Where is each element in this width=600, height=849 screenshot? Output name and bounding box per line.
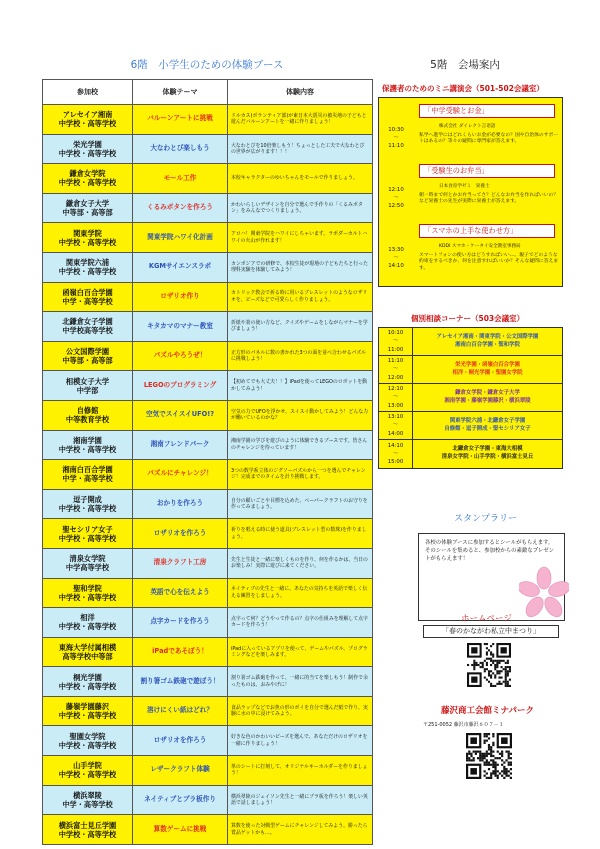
experience-theme: パズルにチャレンジ！ — [133, 460, 228, 490]
consultation-schools: 鎌倉女学院・鎌倉女子大学 湘南学園・藤嶺学園藤沢・横浜翠陵 — [444, 389, 531, 404]
school-name: 函嶺白百合学園 中学・高等学校 — [43, 282, 133, 312]
experience-theme: ロザリオ作り — [133, 282, 228, 312]
experience-content: アロハ！関東学院をハワイにしちゃいます。ラポダーカルトハワイの火山が作れます！ — [228, 223, 373, 253]
stamp-rally-title: スタンプラリー — [454, 514, 518, 524]
experience-theme: 割り箸ゴム鉄砲で遊ぼう！ — [133, 667, 228, 697]
experience-content: 先生と生徒と一緒に楽しくものを作り、何を作るかは、当日のお楽しみ！実際に遊びに来てください。 — [228, 548, 373, 578]
table-row — [43, 519, 373, 549]
school-name: 横浜富士見丘学園 中学校・高等学校 — [43, 815, 133, 845]
table-row — [43, 341, 373, 371]
school-name: 公文国際学園 中等部・高等部 — [43, 341, 133, 371]
experience-theme: ロザリオを作ろう — [133, 726, 228, 756]
school-name: 相模女子大学 中学部 — [43, 371, 133, 401]
experience-content: 大なわとびを10倍楽しもう！ちょっとした工夫で大なわとびの世界が広がります！！！ — [228, 134, 373, 164]
seminar-title-box: 「中学受験とお金」 — [419, 104, 555, 118]
experience-content: 点字って何？どうやって作るの？点字の仕組みを理解して点字カードを作ろう！ — [228, 608, 373, 638]
consultation-panel — [378, 327, 563, 469]
stamp-rally-box — [418, 533, 565, 621]
experience-theme: パズルやろうぜ！ — [133, 341, 228, 371]
seminar-speaker: 日本食育学ゼミ 栄養士 — [439, 184, 490, 189]
seminar-speaker: KDDI スマホ・ケータイ安全教室事務局 — [439, 244, 521, 249]
school-name: 湘南学園 中学校・高等学校 — [43, 430, 133, 460]
table-row — [43, 105, 373, 135]
experience-content: 自分の願いごとや目標を込めた、ペーパークラフトのお守りを作ってみましょう。 — [228, 489, 373, 519]
table-row — [43, 489, 373, 519]
consultation-schools: 関東学院六浦・北鎌倉女子学園 自修館・逗子開成・聖セシリア女子 — [444, 417, 531, 432]
floor-guide-title: 5階 会場案内 — [430, 59, 500, 71]
school-name: 湘南白百合学園 中学・高等学校 — [43, 460, 133, 490]
experience-content: 空気の力でUFOを浮かせ、スイスイ動かしてみよう！どんな力が働いているのかな？ — [228, 400, 373, 430]
table-row — [43, 548, 373, 578]
school-name: 清泉女学院 中学高等学校 — [43, 548, 133, 578]
consultation-schools: アレセイア湘南・関東学院・公文国際学園 湘南白百合学園・聖和学院 — [436, 333, 539, 348]
table-row — [43, 460, 373, 490]
page-title: 6階 小学生のための体験ブース — [130, 59, 284, 71]
seminar-time: 10:30 ～ 11:10 — [388, 127, 404, 150]
seminar-description: スマートフォンの使い方はどうすればいい…。親子でどのような約束をするべきか、何を注意すればいいか？そんな疑問に答えます。 — [419, 253, 559, 271]
experience-content: 革のシートに打刻して、オリジナルキーホルダーを作りましょう！ — [228, 756, 373, 786]
consultation-row — [379, 356, 562, 384]
experience-theme: ロザリオを作ろう — [133, 519, 228, 549]
table-row — [43, 282, 373, 312]
school-name: 聖園女学院 中学校・高等学校 — [43, 726, 133, 756]
school-name: 山手学院 中学校・高等学校 — [43, 756, 133, 786]
experience-content: 算数を使った対戦型ゲームにチャレンジしてみよう。勝ったら賞品ゲットかも…。 — [228, 815, 373, 845]
school-name: 藤嶺学園藤沢 中学校・高等学校 — [43, 696, 133, 726]
seminar-speaker: 株式会社 ダイレクト言语語 — [439, 124, 496, 129]
table-row — [43, 578, 373, 608]
header-school: 参加校 — [43, 80, 133, 105]
map-qr-code[interactable] — [466, 733, 512, 779]
school-name: 関東学院 中学校・高等学校 — [43, 223, 133, 253]
stamp-rally-text: 各校の体験ブースに参加するとシールがもらえます。そのシールを集めると、参加校からの素敵なプレゼントがもらえます！ — [425, 540, 555, 562]
experience-theme: くるみボタンを作ろう — [133, 193, 228, 223]
consultation-row — [379, 328, 562, 356]
experience-content: 正方形のパネルに数の書かれた3つの面を並べ合わせるパズルに挑戦しよう！ — [228, 341, 373, 371]
experience-theme: 空気でスイスイUFO!? — [133, 400, 228, 430]
experience-content: 折紙や箸の使い方など、クイズやゲームをしながらマナーを学びましょう！ — [228, 312, 373, 342]
table-row — [43, 667, 373, 697]
homepage-label: ホームページ — [461, 614, 512, 624]
experience-content: 3つの数学系立体のジグソーパズルから一つを選んでチャレンジ！完成までのタイムを計り挑戦します。 — [228, 460, 373, 490]
consultation-schools: 栄光学園・函嶺白百合学園 相洋・桐光学園・聖園女学院 — [452, 361, 523, 376]
consultation-title: 個別相談コーナー（503会議室） — [411, 314, 525, 323]
experience-theme: iPadであそぼう！ — [133, 637, 228, 667]
school-name: 横浜翠陵 中学・高等学校 — [43, 785, 133, 815]
experience-theme: 湘南フレンドパーク — [133, 430, 228, 460]
organizer-address: 〒251-0052 藤沢市藤沢６０７－１ — [423, 722, 504, 728]
school-name: 相洋 中学校・高等学校 — [43, 608, 133, 638]
consultation-row — [379, 440, 562, 468]
table-row — [43, 608, 373, 638]
school-name: 聖和学院 中学校・高等学校 — [43, 578, 133, 608]
consultation-time: 10:10 ～ 11:00 — [379, 328, 413, 355]
seminar-item — [379, 164, 562, 222]
header-content: 体験内容 — [228, 80, 373, 105]
table-row — [43, 193, 373, 223]
school-name: 鎌倉女子大学 中等部・高等部 — [43, 193, 133, 223]
experience-content: 好きな色のかわいいビーズを選んで、あなただけのロザリオを一緒に作りましょう！ — [228, 726, 373, 756]
seminar-description: 私学へ進学にはどれくらいお金が必要なの？国や自治体のサポートはあるの？等々の疑問に専門家が答えます。 — [419, 133, 559, 145]
consultation-row — [379, 384, 562, 412]
consultation-schools: 北鎌倉女子学園・東海大相模 清泉女学院・山手学院・横浜富士見丘 — [441, 446, 534, 460]
consultation-time: 13:10 ～ 14:00 — [379, 412, 413, 439]
header-theme: 体験テーマ — [133, 80, 228, 105]
experience-content: 祈りを唱える時に使う道具(ブレスレット型の数珠)を作りましょう。 — [228, 519, 373, 549]
consultation-time: 12:10 ～ 13:00 — [379, 384, 413, 411]
experience-content: ドルカス(ボランティア部)が東日本大震災の被災地の子どもと遊んだバルーンアートを一緒に作りましょう！ — [228, 105, 373, 135]
table-row — [43, 756, 373, 786]
consultation-time: 14:10 ～ 15:00 — [379, 440, 413, 468]
experience-theme: 溶けにくい紙はどれ？ — [133, 696, 228, 726]
experience-theme: ネイティブとプラ板作り — [133, 785, 228, 815]
table-row — [43, 637, 373, 667]
experience-theme: 清泉クラフト工房 — [133, 548, 228, 578]
experience-theme: モール工作 — [133, 164, 228, 194]
seminar-panel — [378, 97, 563, 287]
table-row — [43, 400, 373, 430]
table-row — [43, 134, 373, 164]
seminar-time: 12:10 ～ 12:50 — [388, 187, 404, 210]
experience-content: カトリック教会で祈る時に用いるブレスレットのようなロザリオを、ビーズなどで可愛らしく作りましょう。 — [228, 282, 373, 312]
experience-content: 【初めてでも大丈夫！！】iPadを使ってLEGOのロボットを動かしてみよう！ — [228, 371, 373, 401]
experience-content: カンボジアでの研修で、本校生徒が現地の子どもたちと行った理科実験を体験してみよう！ — [228, 252, 373, 282]
school-name: 桐光学園 中学校・高等学校 — [43, 667, 133, 697]
table-row — [43, 252, 373, 282]
booth-table — [42, 79, 373, 845]
experience-content: 本校キャラクターのゆいちゃんをモールで作りましょう。 — [228, 164, 373, 194]
experience-theme: おかりを作ろう — [133, 489, 228, 519]
seminar-title-box: 「受験生のお弁当」 — [419, 164, 555, 178]
experience-content: iPadに入っているアプリを使って、ゲームやパズル、プログラミングなどを楽しみます。 — [228, 637, 373, 667]
seminar-item — [379, 224, 562, 282]
table-row — [43, 164, 373, 194]
school-name: 鎌倉女学院 中学校・高等学校 — [43, 164, 133, 194]
experience-theme: 点字カードを作ろう — [133, 608, 228, 638]
homepage-link[interactable]: 「春のかながわ私立中まつり」 — [423, 625, 559, 638]
school-name: 自修館 中等教育学校 — [43, 400, 133, 430]
organizer-name: 藤沢商工会館ミナパーク — [441, 706, 534, 716]
cherry-blossom-icon — [519, 564, 569, 624]
experience-content: かわいらしいデザインを自分で選んで手作りの「くるみボタン」をみんなでつくりましょう。 — [228, 193, 373, 223]
school-name: 逗子開成 中学校・高等学校 — [43, 489, 133, 519]
experience-theme: 英語で心を伝えよう — [133, 578, 228, 608]
school-name: 聖セシリア女子 中学校・高等学校 — [43, 519, 133, 549]
school-name: 北鎌倉女子学園 中学校高等学校 — [43, 312, 133, 342]
seminar-title: 保護者のためのミニ講演会（501-502会議室） — [382, 84, 544, 93]
table-row — [43, 312, 373, 342]
seminar-time: 13:30 ～ 14:10 — [388, 247, 404, 270]
seminar-title-box: 「スマホの上手な使わせ方」 — [419, 224, 555, 238]
experience-theme: 大なわとび楽しもう — [133, 134, 228, 164]
consultation-row — [379, 412, 562, 440]
school-name: アレセイア湘南 中学校・高等学校 — [43, 105, 133, 135]
school-name: 栄光学園 中学校・高等学校 — [43, 134, 133, 164]
experience-content: 湘南学園の学びを遊びのように体験できるブースです。皆さんのチャレンジを待っています！ — [228, 430, 373, 460]
experience-content: ネイティブの先生と一緒に、あなたの気持ちを英語で楽しく伝える練習をしましょう。 — [228, 578, 373, 608]
experience-content: 横浜翠陵のジェイソン先生と一緒にプラ板を作ろう！楽しい英語で話しましょう！ — [228, 785, 373, 815]
table-row — [43, 371, 373, 401]
experience-theme: LEGOのプログラミング — [133, 371, 228, 401]
table-row — [43, 785, 373, 815]
homepage-qr-code[interactable] — [467, 643, 511, 687]
table-row — [43, 726, 373, 756]
seminar-description: 朝一時まで何とかお弁当ってさ？どんなお弁当を作ればいいの？など栄養士の先生が実際に栄養士が答えます。 — [419, 193, 559, 205]
table-row — [43, 815, 373, 845]
school-name: 関東学院六浦 中学校・高等学校 — [43, 252, 133, 282]
table-row — [43, 223, 373, 253]
experience-theme: レザークラフト体験 — [133, 756, 228, 786]
experience-theme: バルーンアートに挑戦 — [133, 105, 228, 135]
experience-theme: 算数ゲームに挑戦 — [133, 815, 228, 845]
table-row — [43, 430, 373, 460]
experience-theme: 関東学院ハワイ化計画 — [133, 223, 228, 253]
experience-content: 食品ラップなどでお魚の形のポイを自分で選んだ紙で作り、実験に水の中に浸けてみよう。 — [228, 696, 373, 726]
experience-content: 割り箸ゴム鉄砲を作って、一緒に的当てを楽しもう！制作で余ったものは、おみやげに！ — [228, 667, 373, 697]
table-header-row — [43, 80, 373, 105]
consultation-time: 11:10 ～ 12:00 — [379, 356, 413, 383]
table-row — [43, 696, 373, 726]
school-name: 東海大学付属相模 高等学校中等部 — [43, 637, 133, 667]
seminar-item — [379, 104, 562, 162]
experience-theme: KGMサイエンスラボ — [133, 252, 228, 282]
experience-theme: キタカマのマナー教室 — [133, 312, 228, 342]
